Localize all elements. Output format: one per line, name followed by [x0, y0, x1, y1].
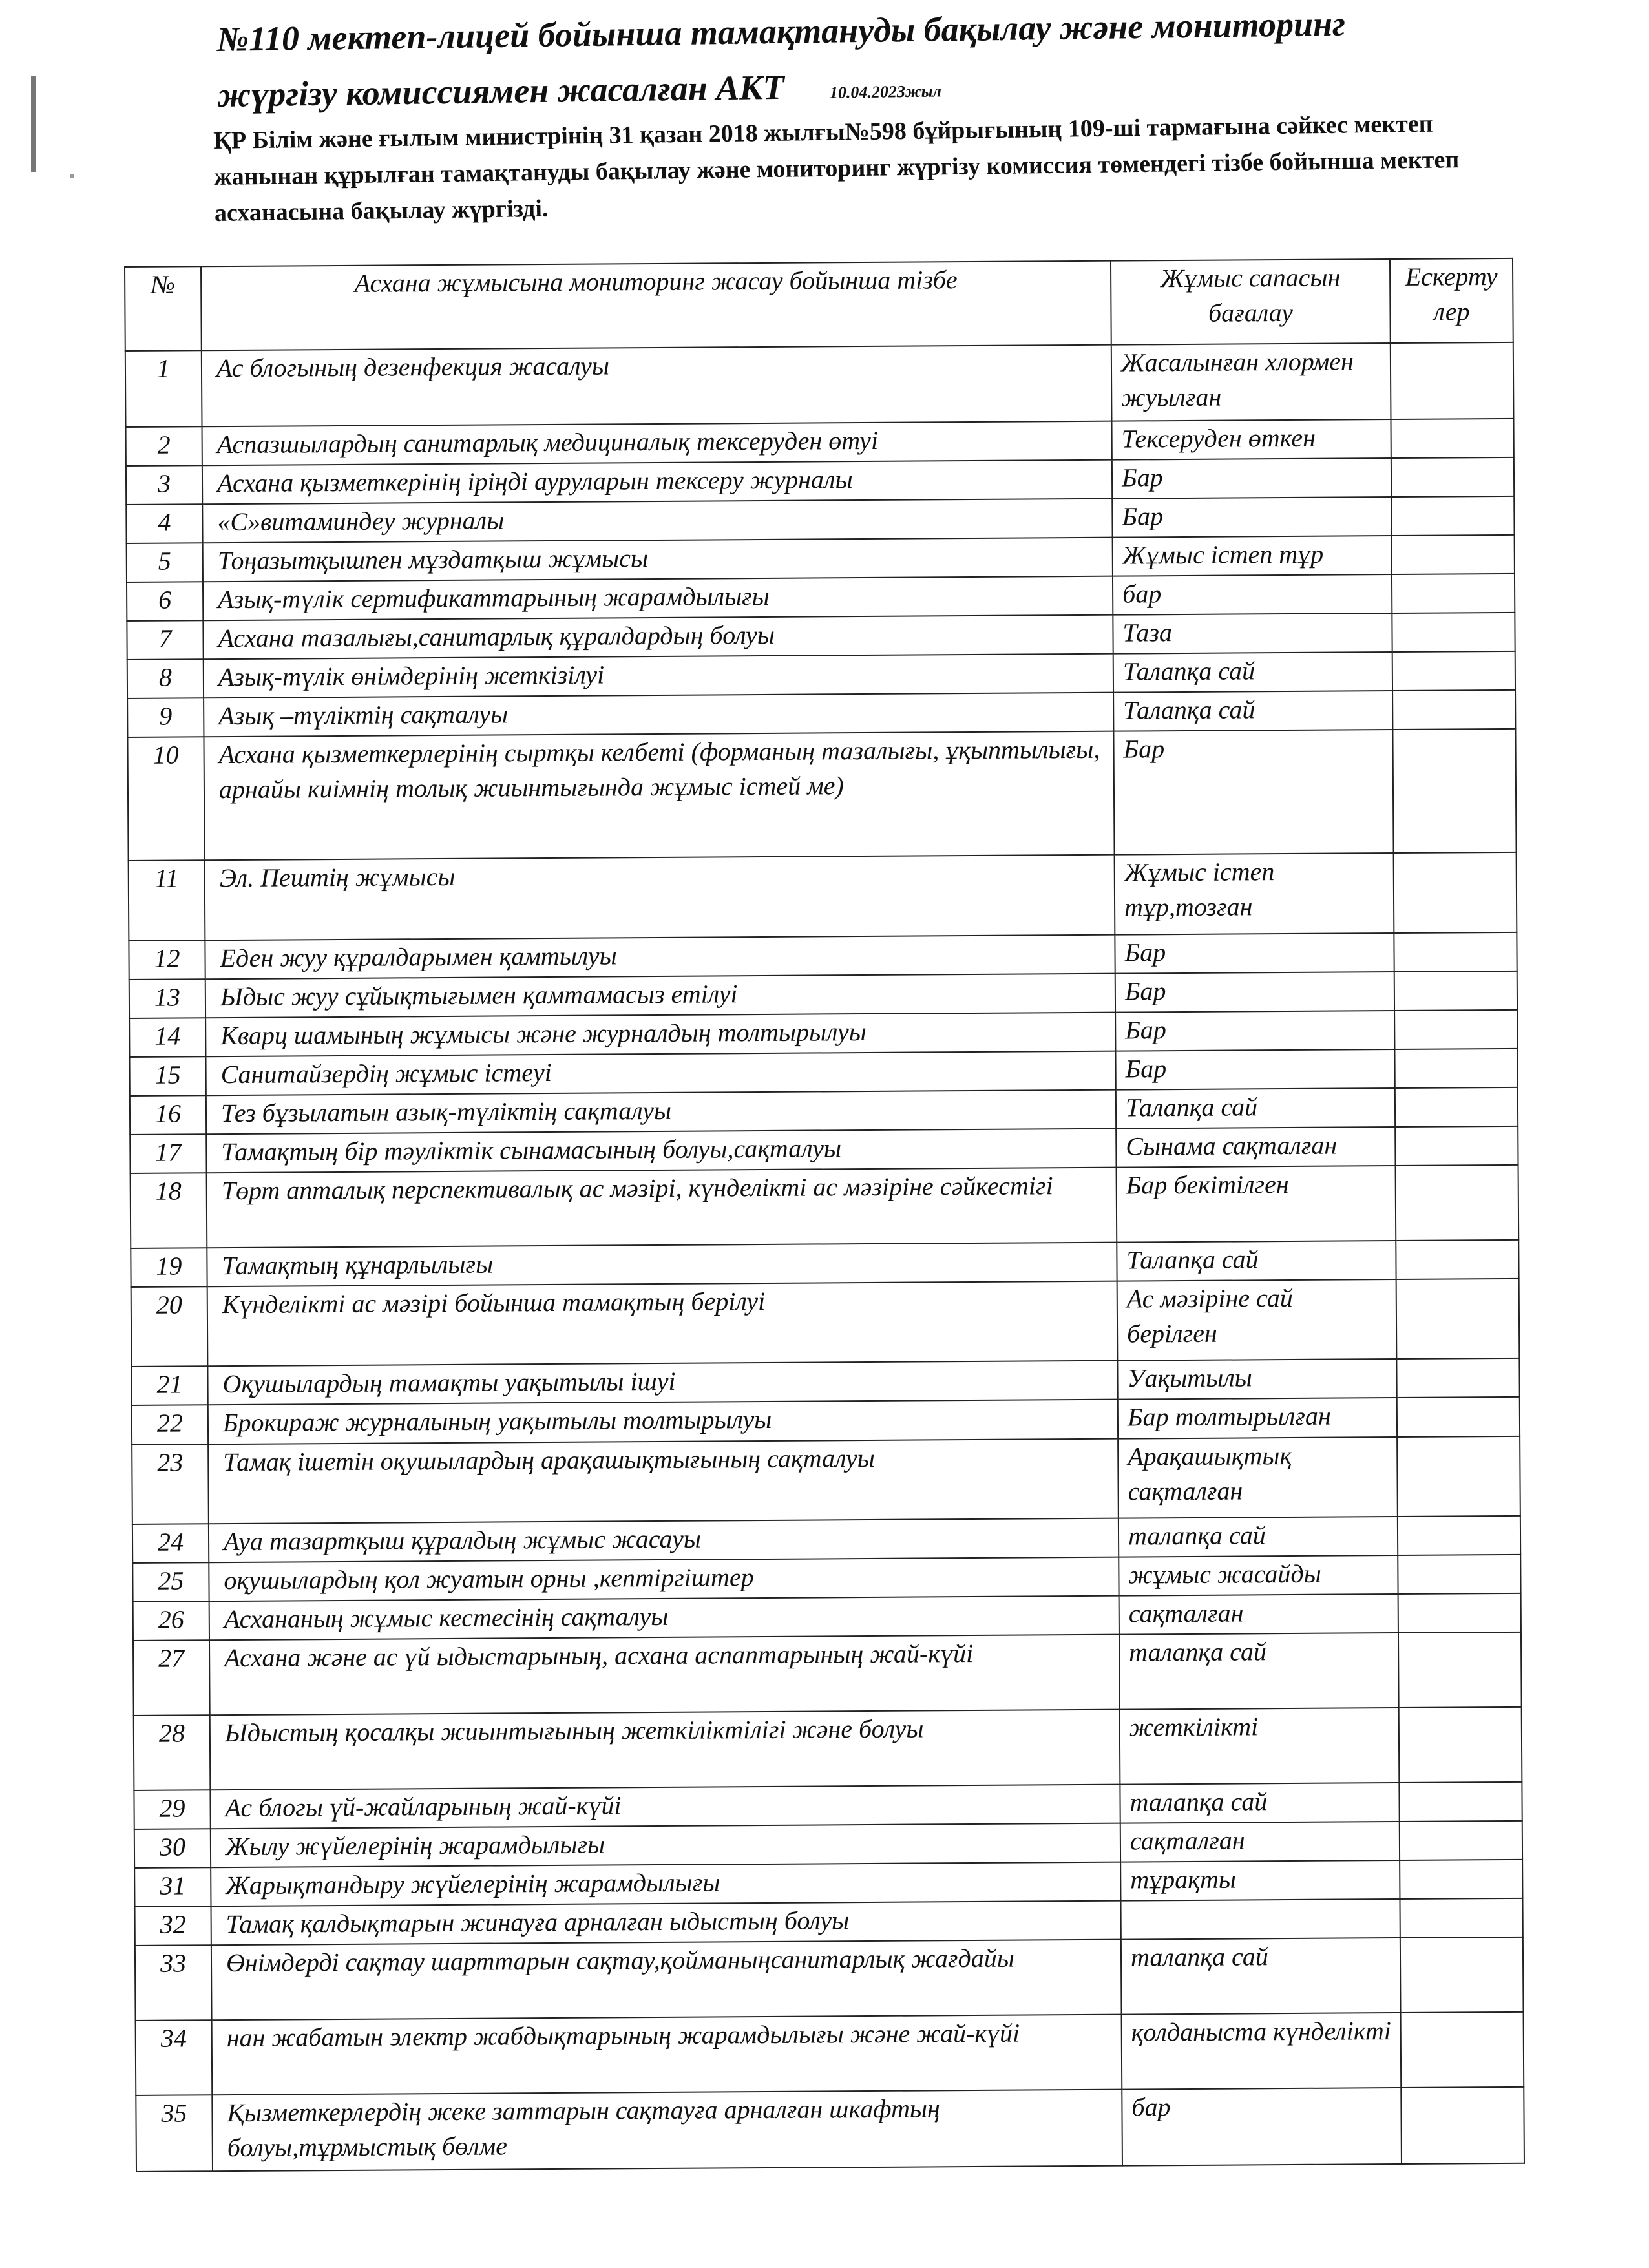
row-item: Жылу жүйелерінің жарамдылығы [211, 1823, 1120, 1867]
row-item: Азық-түлік өнімдерінің жеткізілуі [204, 654, 1113, 698]
row-item: Ыдыстың қосалқы жиынтығының жеткіліктілігі және болуы [210, 1710, 1120, 1790]
row-note [1392, 690, 1515, 730]
row-number: 23 [132, 1444, 209, 1524]
row-item: Асхананың жұмыс кестесінің сақталуы [209, 1596, 1119, 1641]
row-number: 33 [135, 1945, 212, 2021]
row-grade [1120, 1899, 1400, 1940]
row-note [1400, 1821, 1522, 1860]
row-number: 15 [129, 1056, 205, 1096]
row-note [1396, 1279, 1520, 1360]
row-note [1392, 613, 1515, 652]
row-grade: Жұмыс істеп тұр,тозған [1115, 853, 1394, 934]
row-number: 4 [126, 504, 202, 543]
row-note [1400, 1860, 1522, 1899]
row-item: Тоңазытқышпен мұздатқыш жұмысы [203, 538, 1113, 582]
row-number: 18 [131, 1173, 207, 1248]
row-grade: Таза [1113, 613, 1392, 654]
row-grade: Жасалынған хлормен жуылған [1111, 343, 1391, 421]
row-item: Жарықтандыру жүйелерінің жарамдылығы [211, 1862, 1120, 1907]
row-grade: Бар бекітілген [1117, 1166, 1396, 1242]
table-row [136, 2087, 1524, 2172]
row-grade: Талапқа сай [1117, 1241, 1396, 1281]
row-item: Азық-түлік сертификаттарының жарамдылығы [203, 576, 1113, 621]
row-note [1391, 419, 1513, 458]
row-grade: Бар [1115, 933, 1394, 974]
row-item: оқушылардың қол жуатын орны ,кептіргіштер [209, 1557, 1119, 1602]
row-grade: Бар [1115, 1049, 1394, 1090]
row-item: Тамақтың құнарлылығы [207, 1243, 1117, 1287]
row-number: 30 [134, 1829, 211, 1868]
row-number: 14 [129, 1018, 205, 1057]
table-row [131, 1279, 1520, 1367]
row-number: 25 [132, 1562, 209, 1602]
row-note [1394, 852, 1517, 933]
row-note [1399, 1707, 1522, 1783]
row-number: 12 [129, 940, 205, 980]
row-note [1398, 1516, 1520, 1555]
row-item: Асхана және ас үй ыдыстарының, асхана аспаптарының жай-күйі [209, 1635, 1120, 1715]
row-item: Санитайзердің жұмыс істеуі [205, 1051, 1115, 1096]
table-row [136, 2012, 1524, 2095]
title-line-2-text: жүргізу комиссиямен жасалған АКТ [217, 67, 785, 114]
row-number: 11 [129, 861, 205, 941]
row-note [1398, 1593, 1521, 1633]
row-item: «С»витаминдеу журналы [202, 499, 1112, 543]
row-grade: сақталған [1119, 1594, 1398, 1635]
document-date: 10.04.2023жыл [829, 81, 942, 102]
col-header-grade: Жұмыс сапасын бағалау [1111, 259, 1391, 345]
row-note [1401, 2012, 1524, 2088]
col-header-note: Ескерту лер [1390, 258, 1513, 343]
row-grade: талапқа сай [1119, 1633, 1399, 1709]
row-item: Күнделікті ас мәзірі бойынша тамақтың берілуі [207, 1281, 1118, 1367]
row-grade: талапқа сай [1119, 1517, 1398, 1557]
row-note [1391, 496, 1514, 536]
row-grade: Бар [1115, 1011, 1394, 1051]
row-note [1394, 1049, 1517, 1088]
col-header-number: № [125, 266, 202, 351]
row-number: 3 [126, 465, 202, 505]
row-note [1400, 1898, 1522, 1938]
row-number: 27 [133, 1640, 210, 1716]
row-note [1397, 1397, 1520, 1436]
table-row [135, 1937, 1524, 2021]
row-number: 35 [136, 2095, 213, 2172]
table-body [125, 342, 1524, 2172]
row-note [1394, 1010, 1517, 1049]
margin-dot [70, 174, 74, 178]
row-number: 7 [127, 621, 203, 660]
row-item: Аспазшылардың санитарлық медициналық тексеруден өтуі [202, 421, 1112, 466]
row-number: 21 [131, 1367, 207, 1406]
table-row [129, 852, 1517, 940]
row-grade: бар [1122, 2088, 1402, 2166]
col-header-item: Асхана жұмысына мониторинг жасау бойынша тізбе [201, 261, 1111, 351]
row-number: 20 [131, 1286, 208, 1367]
row-grade: Бар [1112, 458, 1391, 499]
row-note [1392, 729, 1516, 853]
row-number: 13 [129, 979, 205, 1018]
row-item: Асхана қызметкерінің іріңді ауруларын тексеру журналы [202, 460, 1112, 505]
row-item: Асхана тазалығы,санитарлық құралдардың болуы [203, 615, 1113, 660]
row-note [1392, 574, 1515, 613]
row-number: 17 [130, 1134, 206, 1173]
row-item: Эл. Пештің жұмысы [205, 855, 1115, 940]
row-number: 2 [126, 426, 202, 466]
monitoring-table-wrapper [124, 258, 1524, 2172]
row-grade: Бар [1112, 497, 1391, 538]
row-item: Брокираж журналының уақытылы толтырылуы [208, 1400, 1118, 1444]
row-grade: Бар [1113, 730, 1393, 856]
row-item: Тамақ қалдықтарын жинауға арналған ыдыстың болуы [211, 1901, 1121, 1946]
row-item: Ыдыс жуу сұйықтығымен қамтамасыз етілуі [205, 973, 1115, 1018]
intro-paragraph: ҚР Білім және ғылым министрінің 31 қазан 2018 жылғы№598 бұйрығының 109-ші тармағына сәйкес мектеп жанынан құрылған тамақтануды бақылау және мониторинг жүргізу комиссия төмендегі тізбе бойынша мектеп асханасына бақылау жүргізді. [213, 110, 1460, 227]
row-note [1391, 457, 1514, 497]
row-number: 16 [130, 1095, 206, 1135]
row-grade: Бар [1115, 972, 1394, 1013]
row-grade: Талапқа сай [1113, 691, 1392, 731]
row-number: 9 [127, 698, 204, 738]
row-grade: қолданыста күнделікті [1122, 2013, 1402, 2089]
row-number: 22 [132, 1405, 208, 1445]
row-item: Ауа тазартқыш құралдың жұмыс жасауы [209, 1518, 1119, 1563]
row-number: 26 [133, 1601, 209, 1641]
row-note [1392, 651, 1515, 691]
row-item: Оқушылардың тамақты уақытылы ішуі [207, 1361, 1117, 1405]
row-number: 1 [125, 350, 202, 427]
row-number: 24 [132, 1524, 209, 1563]
row-number: 28 [134, 1715, 211, 1790]
row-number: 29 [134, 1790, 210, 1829]
row-grade: Уақытылы [1117, 1359, 1396, 1400]
row-grade: сақталған [1120, 1822, 1400, 1862]
row-note [1398, 1632, 1522, 1708]
table-row [131, 1165, 1519, 1248]
row-grade: Ас мәзіріне сай берілген [1117, 1279, 1397, 1361]
row-grade: жұмыс жасайды [1119, 1555, 1398, 1596]
row-note [1391, 342, 1514, 419]
row-number: 6 [127, 582, 203, 621]
row-note [1399, 1782, 1522, 1822]
table-row [132, 1436, 1520, 1524]
row-note [1394, 971, 1517, 1011]
row-number: 34 [136, 2020, 213, 2095]
row-item: Кварц шамының жұмысы және журналдың толтырылуы [205, 1013, 1115, 1057]
row-note [1395, 1126, 1518, 1166]
title-line-1: №110 мектеп-лицей бойынша тамақтануды бақылау және мониторинг [216, 4, 1346, 59]
table-row [134, 1707, 1522, 1790]
row-note [1401, 2087, 1524, 2164]
row-grade: Бар толтырылған [1118, 1398, 1397, 1438]
row-item: Тез бұзылатын азық-түліктің сақталуы [206, 1090, 1116, 1135]
row-grade: Арақашықтық сақталған [1118, 1437, 1398, 1518]
table-row [127, 729, 1516, 861]
row-grade: Сынама сақталған [1116, 1127, 1395, 1168]
row-note [1396, 1358, 1519, 1398]
row-item: Еден жуу құралдарымен қамтылуы [205, 934, 1115, 979]
row-number: 5 [127, 543, 203, 582]
row-number: 32 [135, 1906, 211, 1946]
row-item: Асхана қызметкерлерінің сыртқы келбеті (форманың тазалығы, ұқыптылығы, арнайы киімнің толық жиынтығында жұмыс істей ме) [204, 731, 1114, 861]
row-grade: Талапқа сай [1116, 1088, 1395, 1129]
row-item: нан жабатын электр жабдықтарының жарамдылығы және жай-күйі [212, 2014, 1122, 2094]
row-note [1398, 1555, 1520, 1594]
row-note [1397, 1436, 1520, 1517]
row-note [1396, 1240, 1518, 1279]
row-item: Тамақтың бір тәуліктік сынамасының болуы,сақталуы [206, 1129, 1116, 1173]
row-number: 31 [134, 1867, 211, 1907]
row-item: Өнімдерді сақтау шарттарын сақтау,қойманыңсанитарлық жағдайы [211, 1940, 1122, 2020]
row-item: Тамақ ішетін оқушылардың арақашықтығының сақталуы [208, 1438, 1119, 1524]
row-grade: талапқа сай [1121, 1938, 1401, 2014]
row-item: Азық –түліктің сақталуы [204, 693, 1113, 737]
row-grade: талапқа сай [1120, 1783, 1399, 1823]
monitoring-table [124, 258, 1525, 2172]
row-grade: жеткілікті [1120, 1708, 1400, 1784]
row-number: 10 [127, 737, 204, 861]
row-note [1394, 932, 1517, 972]
row-note [1400, 1937, 1524, 2013]
table-row [133, 1632, 1522, 1716]
row-number: 8 [127, 660, 204, 699]
row-grade: Жұмыс істеп тұр [1113, 536, 1392, 576]
row-note [1395, 1087, 1518, 1127]
row-note [1392, 535, 1515, 574]
row-item: Ас блогының дезенфекция жасалуы [202, 345, 1112, 427]
table-header-row [125, 258, 1513, 351]
row-grade: Талапқа сай [1113, 652, 1392, 693]
row-item: Ас блогы үй-жайларының жай-күйі [210, 1784, 1120, 1829]
row-item: Төрт апталық перспективалық ас мәзірі, күнделікті ас мәзіріне сәйкестігі [207, 1168, 1117, 1248]
row-grade: Тексеруден өткен [1111, 419, 1391, 460]
table-row [125, 342, 1514, 427]
row-note [1396, 1165, 1519, 1241]
row-number: 19 [131, 1248, 207, 1287]
row-item: Қызметкерлердің жеке заттарын сақтауға арналған шкафтың болуы,тұрмыстық бөлме [212, 2089, 1122, 2171]
row-grade: тұрақты [1120, 1860, 1400, 1901]
margin-mark [31, 76, 36, 172]
row-grade: бар [1113, 574, 1392, 615]
